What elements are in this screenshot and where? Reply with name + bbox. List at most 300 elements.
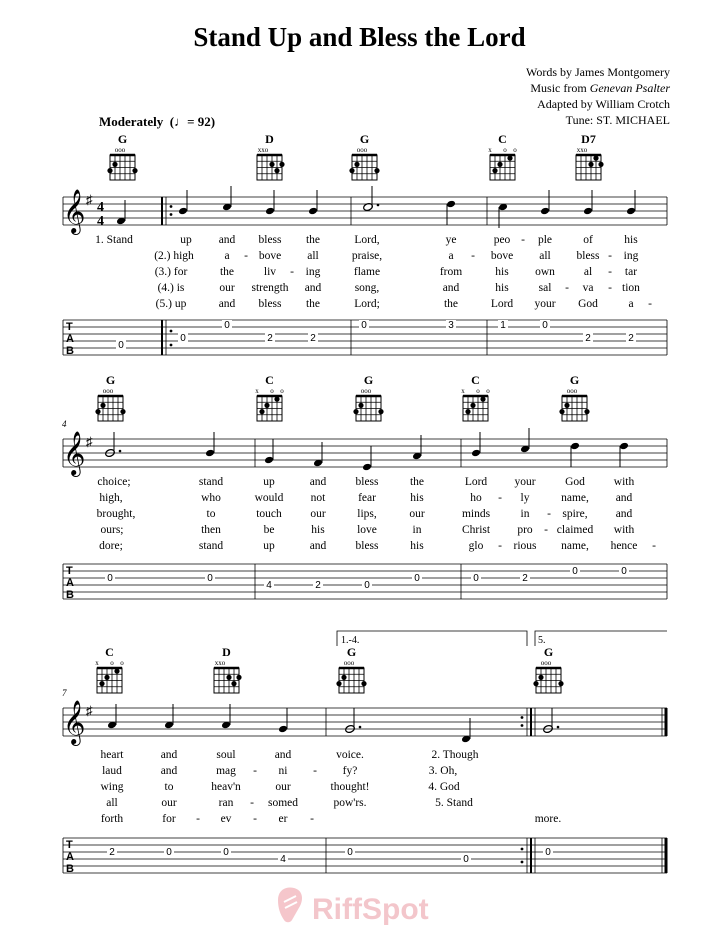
- svg-text:B: B: [66, 863, 74, 875]
- chord-diagram-g: [559, 373, 589, 421]
- measure-number: 7: [62, 688, 67, 698]
- mute-mark: x: [488, 146, 492, 154]
- lyrics-system-1: [95, 234, 652, 310]
- svg-text:4: 4: [266, 580, 272, 591]
- svg-text:-: -: [544, 524, 548, 536]
- svg-text:ran: ran: [218, 797, 234, 809]
- svg-text:ooo: ooo: [360, 387, 372, 395]
- svg-text:laud: laud: [102, 765, 122, 777]
- svg-text:heart: heart: [100, 749, 124, 761]
- svg-text:C: C: [471, 373, 480, 387]
- chord-diagram-c: [95, 645, 124, 693]
- sharp-icon: ♯: [86, 703, 93, 718]
- svg-text:-: -: [565, 282, 569, 294]
- svg-text:his: his: [495, 282, 509, 294]
- svg-text:pow'rs.: pow'rs.: [333, 797, 367, 809]
- svg-text:his: his: [410, 492, 424, 504]
- credit-tune: Tune: ST. MICHAEL: [565, 113, 670, 127]
- chord-name: C: [498, 132, 507, 146]
- lyric-line-3: [101, 781, 460, 793]
- svg-text:Lord;: Lord;: [354, 298, 380, 310]
- lyric-line-1: [95, 234, 638, 246]
- svg-text:-: -: [253, 813, 257, 825]
- svg-text:ooo: ooo: [540, 659, 552, 667]
- chord-diagram-g: [107, 132, 137, 180]
- svg-text:and: and: [309, 476, 327, 488]
- tab-numbers-3: [107, 847, 553, 865]
- svg-text:name,: name,: [561, 540, 589, 552]
- svg-text:bless: bless: [258, 298, 282, 310]
- svg-text:strength: strength: [251, 282, 289, 294]
- svg-text:0: 0: [361, 320, 367, 331]
- svg-text:0: 0: [364, 580, 370, 591]
- svg-text:all: all: [539, 250, 551, 262]
- svg-text:2. Though: 2. Though: [431, 749, 479, 761]
- svg-text:touch: touch: [256, 508, 282, 520]
- svg-text:all: all: [307, 250, 319, 262]
- svg-text:God: God: [565, 476, 585, 488]
- svg-text:from: from: [439, 266, 463, 278]
- svg-text:-: -: [498, 540, 502, 552]
- svg-text:(3.) for: (3.) for: [154, 266, 188, 278]
- svg-text:rious: rious: [513, 540, 537, 552]
- svg-text:claimed: claimed: [556, 524, 594, 536]
- chord-diagram-g: [353, 373, 383, 421]
- repeat-dot: [170, 205, 173, 208]
- svg-text:2: 2: [585, 333, 591, 344]
- svg-text:xxo: xxo: [214, 659, 226, 667]
- svg-text:who: who: [201, 492, 221, 504]
- notes-system-3: [107, 704, 559, 743]
- volta-second: 5.: [538, 635, 546, 646]
- svg-text:ho: ho: [470, 492, 482, 504]
- svg-text:stand: stand: [198, 476, 224, 488]
- chord-diagram-g: [95, 373, 125, 421]
- svg-text:then: then: [201, 524, 221, 536]
- svg-text:-: -: [244, 250, 248, 262]
- svg-text:-: -: [313, 765, 317, 777]
- svg-text:and: and: [218, 298, 236, 310]
- open-string-marks: xxo: [257, 146, 269, 154]
- svg-text:not: not: [310, 492, 326, 504]
- svg-text:of: of: [583, 234, 593, 246]
- svg-text:voice.: voice.: [336, 749, 364, 761]
- svg-text:A: A: [66, 577, 74, 589]
- credit-music-source: Genevan Psalter: [589, 81, 670, 95]
- lyric-line-4: [106, 797, 473, 809]
- lyric-line-4: [158, 282, 641, 294]
- svg-text:and: and: [615, 492, 633, 504]
- song-title: Stand Up and Bless the Lord: [193, 22, 526, 52]
- svg-text:ooo: ooo: [102, 387, 114, 395]
- svg-text:er: er: [278, 813, 288, 825]
- svg-text:0: 0: [572, 566, 578, 577]
- svg-text:up: up: [180, 234, 192, 246]
- svg-text:2: 2: [267, 333, 273, 344]
- svg-text:his: his: [410, 540, 424, 552]
- svg-text:spire,: spire,: [562, 508, 588, 520]
- svg-text:G: G: [543, 645, 554, 659]
- svg-text:the: the: [305, 298, 321, 310]
- svg-text:a: a: [448, 250, 454, 262]
- svg-text:praise,: praise,: [351, 250, 383, 262]
- svg-text:-: -: [608, 266, 612, 278]
- svg-text:our: our: [275, 781, 291, 793]
- lyric-line-2: [99, 492, 632, 504]
- svg-text:x: x: [461, 387, 465, 395]
- svg-text:in: in: [520, 508, 530, 520]
- svg-text:2: 2: [315, 580, 321, 591]
- lyrics-system-3: [101, 749, 562, 825]
- system-3: [62, 631, 667, 875]
- svg-text:Lord: Lord: [464, 476, 488, 488]
- svg-text:and: and: [442, 282, 460, 294]
- lyric-line-2: [102, 765, 457, 777]
- treble-clef-icon: 𝄞: [63, 433, 86, 475]
- chord-diagram-d: [257, 132, 285, 180]
- svg-text:0: 0: [621, 566, 627, 577]
- notes-system-2: [105, 428, 629, 471]
- svg-text:and: and: [309, 540, 327, 552]
- svg-text:glo: glo: [468, 540, 484, 552]
- sharp-icon: ♯: [86, 434, 93, 449]
- svg-text:own: own: [535, 266, 555, 278]
- chord-diagram-c: [255, 373, 284, 421]
- svg-text:fy?: fy?: [342, 765, 358, 777]
- svg-text:bless: bless: [355, 476, 379, 488]
- svg-text:wing: wing: [100, 781, 124, 793]
- svg-text:o: o: [486, 387, 490, 395]
- svg-text:o: o: [110, 659, 114, 667]
- repeat-dot: [170, 330, 173, 333]
- lyrics-system-2: [97, 476, 656, 552]
- svg-text:B: B: [66, 345, 74, 357]
- svg-text:a: a: [628, 298, 634, 310]
- svg-text:and: and: [304, 282, 322, 294]
- svg-text:-: -: [196, 813, 200, 825]
- repeat-dot: [521, 848, 524, 851]
- svg-text:-: -: [547, 508, 551, 520]
- tempo-label: Moderately: [99, 114, 164, 129]
- svg-text:our: our: [219, 282, 235, 294]
- svg-text:0: 0: [463, 854, 469, 865]
- svg-text:ing: ing: [623, 250, 639, 262]
- credit-adapted: Adapted by William Crotch: [537, 97, 670, 111]
- svg-text:(2.) high: (2.) high: [154, 250, 194, 262]
- svg-text:-: -: [250, 797, 254, 809]
- svg-text:peo: peo: [493, 234, 511, 246]
- svg-text:G: G: [346, 645, 357, 659]
- system-2: [62, 373, 667, 601]
- svg-text:B: B: [66, 589, 74, 601]
- svg-text:liv: liv: [263, 266, 277, 278]
- svg-text:hence: hence: [610, 540, 638, 552]
- svg-text:with: with: [613, 524, 635, 536]
- svg-text:ye: ye: [445, 234, 457, 246]
- credit-music: Music from Genevan Psalter: [530, 81, 670, 95]
- svg-text:(5.) up: (5.) up: [155, 298, 187, 310]
- svg-text:his: his: [495, 266, 509, 278]
- svg-text:2: 2: [522, 573, 528, 584]
- credit-words: Words by James Montgomery: [525, 65, 670, 79]
- svg-text:0: 0: [118, 340, 124, 351]
- svg-text:bless: bless: [355, 540, 379, 552]
- svg-text:Lord,: Lord,: [354, 234, 380, 246]
- svg-text:ly: ly: [520, 492, 530, 504]
- tab-clef: [66, 565, 74, 601]
- svg-text:bless: bless: [576, 250, 600, 262]
- svg-text:name,: name,: [561, 492, 589, 504]
- lyric-line-3: [155, 266, 638, 278]
- svg-text:0: 0: [180, 333, 186, 344]
- svg-text:-: -: [471, 250, 475, 262]
- volta-first: 1.-4.: [341, 635, 360, 646]
- svg-text:G: G: [569, 373, 580, 387]
- svg-text:ooo: ooo: [343, 659, 355, 667]
- svg-text:T: T: [66, 839, 73, 851]
- svg-text:the: the: [443, 298, 459, 310]
- svg-text:and: and: [218, 234, 236, 246]
- svg-text:and: and: [160, 749, 178, 761]
- tab-clef: [66, 321, 74, 357]
- svg-text:0: 0: [107, 573, 113, 584]
- chord-diagram-d7: [576, 132, 604, 180]
- treble-clef-icon: 𝄞: [63, 191, 86, 233]
- tempo-marking: Moderately (♩= 92): [99, 114, 216, 129]
- lyric-line-3: [97, 508, 633, 520]
- measure-number: 4: [62, 419, 67, 429]
- lyric-line-5: [101, 813, 562, 825]
- svg-text:-: -: [608, 282, 612, 294]
- svg-text:o: o: [476, 387, 480, 395]
- svg-text:dore;: dore;: [99, 540, 123, 552]
- svg-text:0: 0: [545, 847, 551, 858]
- time-signature: 4: [97, 214, 104, 229]
- svg-text:0: 0: [207, 573, 213, 584]
- quarter-note-icon: ♩: [174, 114, 188, 129]
- chord-name: D7: [581, 132, 596, 146]
- svg-text:our: our: [409, 508, 425, 520]
- repeat-dot: [521, 861, 524, 864]
- svg-text:with: with: [613, 476, 635, 488]
- system-1: [63, 132, 667, 357]
- lyric-line-5: [156, 298, 652, 310]
- lyric-line-1: [101, 749, 479, 761]
- svg-text:(4.) is: (4.) is: [157, 282, 185, 294]
- svg-text:-: -: [608, 250, 612, 262]
- tab-clef: [66, 839, 74, 875]
- svg-text:ing: ing: [305, 266, 321, 278]
- chord-name: G: [117, 132, 128, 146]
- svg-text:0: 0: [166, 847, 172, 858]
- chord-diagram-g: [349, 132, 379, 180]
- svg-text:1. Stand: 1. Stand: [95, 234, 133, 246]
- svg-text:x: x: [255, 387, 259, 395]
- svg-text:-: -: [521, 234, 525, 246]
- svg-text:2: 2: [109, 847, 115, 858]
- svg-text:Lord: Lord: [490, 298, 514, 310]
- svg-text:C: C: [265, 373, 274, 387]
- svg-text:0: 0: [473, 573, 479, 584]
- svg-text:G: G: [105, 373, 116, 387]
- repeat-dot: [521, 716, 524, 719]
- staff-3: [63, 708, 667, 736]
- svg-text:up: up: [263, 476, 275, 488]
- repeat-dot: [521, 724, 524, 727]
- watermark-text: RiffSpot: [312, 893, 429, 926]
- svg-text:tion: tion: [622, 282, 640, 294]
- svg-text:ooo: ooo: [566, 387, 578, 395]
- chord-diagram-c: [461, 373, 490, 421]
- svg-text:God: God: [578, 298, 598, 310]
- svg-text:his: his: [624, 234, 638, 246]
- svg-text:0: 0: [224, 320, 230, 331]
- svg-text:G: G: [363, 373, 374, 387]
- svg-text:and: and: [615, 508, 633, 520]
- svg-text:minds: minds: [461, 508, 491, 520]
- svg-text:thought!: thought!: [330, 781, 370, 793]
- open-mark: o: [503, 146, 507, 154]
- svg-text:be: be: [263, 524, 275, 536]
- svg-text:1: 1: [500, 320, 506, 331]
- tab-numbers-2: [105, 566, 629, 591]
- svg-text:-: -: [652, 540, 656, 552]
- svg-text:T: T: [66, 565, 73, 577]
- svg-text:A: A: [66, 333, 74, 345]
- svg-text:flame: flame: [353, 266, 381, 278]
- svg-text:and: and: [160, 765, 178, 777]
- svg-text:your: your: [514, 476, 536, 488]
- svg-text:al: al: [583, 266, 593, 278]
- svg-text:0: 0: [414, 573, 420, 584]
- svg-text:bove: bove: [490, 250, 514, 262]
- svg-text:3: 3: [448, 320, 454, 331]
- svg-text:all: all: [106, 797, 118, 809]
- volta-brackets: [337, 631, 667, 646]
- svg-text:stand: stand: [198, 540, 224, 552]
- svg-text:and: and: [274, 749, 292, 761]
- lyric-line-5: [99, 540, 656, 552]
- svg-text:up: up: [263, 540, 275, 552]
- lyric-line-4: [101, 524, 635, 536]
- staff-1: [63, 197, 667, 225]
- time-signature: 4: [97, 200, 104, 215]
- svg-text:the: the: [305, 234, 321, 246]
- svg-text:tar: tar: [624, 266, 638, 278]
- svg-text:-: -: [253, 765, 257, 777]
- svg-text:lips,: lips,: [357, 508, 377, 520]
- open-string-marks: xxo: [576, 146, 588, 154]
- lyric-line-1: [97, 476, 634, 488]
- svg-text:0: 0: [223, 847, 229, 858]
- svg-text:your: your: [534, 298, 556, 310]
- chord-diagram-g: [336, 645, 366, 693]
- tempo-bpm: = 92: [187, 114, 211, 129]
- chord-diagram-g: [533, 645, 563, 693]
- svg-text:Christ: Christ: [461, 524, 491, 536]
- svg-text:5. Stand: 5. Stand: [435, 797, 473, 809]
- svg-text:forth: forth: [100, 813, 124, 825]
- repeat-dot: [170, 344, 173, 347]
- svg-text:0: 0: [542, 320, 548, 331]
- svg-text:ev: ev: [220, 813, 232, 825]
- tab-numbers-1: [116, 320, 636, 351]
- treble-clef-icon: 𝄞: [63, 702, 86, 744]
- svg-text:va: va: [582, 282, 594, 294]
- svg-text:bove: bove: [258, 250, 282, 262]
- svg-text:would: would: [254, 492, 284, 504]
- svg-text:D: D: [222, 645, 231, 659]
- svg-text:ours;: ours;: [100, 524, 124, 536]
- chord-diagram-c: [488, 132, 517, 180]
- svg-text:3. Oh,: 3. Oh,: [428, 765, 458, 777]
- svg-text:choice;: choice;: [97, 476, 131, 488]
- svg-text:4. God: 4. God: [428, 781, 460, 793]
- svg-text:soul: soul: [216, 749, 236, 761]
- svg-text:the: the: [409, 476, 425, 488]
- svg-text:love: love: [357, 524, 377, 536]
- repeat-dot: [170, 213, 173, 216]
- svg-text:0: 0: [347, 847, 353, 858]
- svg-text:to: to: [164, 781, 174, 793]
- chord-name: D: [265, 132, 274, 146]
- svg-text:o: o: [120, 659, 124, 667]
- tab-staff-3: [63, 838, 667, 873]
- svg-text:mag: mag: [216, 765, 236, 777]
- svg-text:somed: somed: [267, 797, 299, 809]
- open-mark: o: [513, 146, 517, 154]
- svg-text:our: our: [161, 797, 177, 809]
- svg-text:C: C: [105, 645, 114, 659]
- svg-text:heav'n: heav'n: [211, 781, 241, 793]
- svg-text:o: o: [280, 387, 284, 395]
- svg-text:brought,: brought,: [96, 508, 136, 520]
- svg-text:A: A: [66, 851, 74, 863]
- svg-text:sal: sal: [538, 282, 552, 294]
- svg-text:o: o: [270, 387, 274, 395]
- svg-text:-: -: [498, 492, 502, 504]
- svg-text:more.: more.: [534, 813, 562, 825]
- open-string-marks: ooo: [356, 146, 368, 154]
- svg-text:ple: ple: [537, 234, 553, 246]
- svg-text:-: -: [648, 298, 652, 310]
- chord-diagram-d: [214, 645, 242, 693]
- svg-text:the: the: [219, 266, 235, 278]
- svg-text:-: -: [310, 813, 314, 825]
- svg-text:a: a: [224, 250, 230, 262]
- lyric-line-2: [154, 250, 638, 262]
- svg-text:2: 2: [310, 333, 316, 344]
- svg-text:his: his: [311, 524, 325, 536]
- svg-text:T: T: [66, 321, 73, 333]
- svg-text:x: x: [95, 659, 99, 667]
- svg-text:high,: high,: [99, 492, 123, 504]
- riffspot-logo-icon: [278, 888, 302, 923]
- svg-text:4: 4: [280, 854, 286, 865]
- svg-text:in: in: [412, 524, 422, 536]
- svg-text:2: 2: [628, 333, 634, 344]
- sharp-icon: ♯: [86, 192, 93, 207]
- svg-text:fear: fear: [358, 492, 376, 504]
- svg-text:pro: pro: [517, 524, 533, 536]
- svg-text:to: to: [206, 508, 216, 520]
- svg-text:for: for: [162, 813, 176, 825]
- svg-text:song,: song,: [354, 282, 380, 294]
- chord-name: G: [359, 132, 370, 146]
- svg-text:bless: bless: [258, 234, 282, 246]
- svg-text:-: -: [290, 266, 294, 278]
- open-string-marks: ooo: [114, 146, 126, 154]
